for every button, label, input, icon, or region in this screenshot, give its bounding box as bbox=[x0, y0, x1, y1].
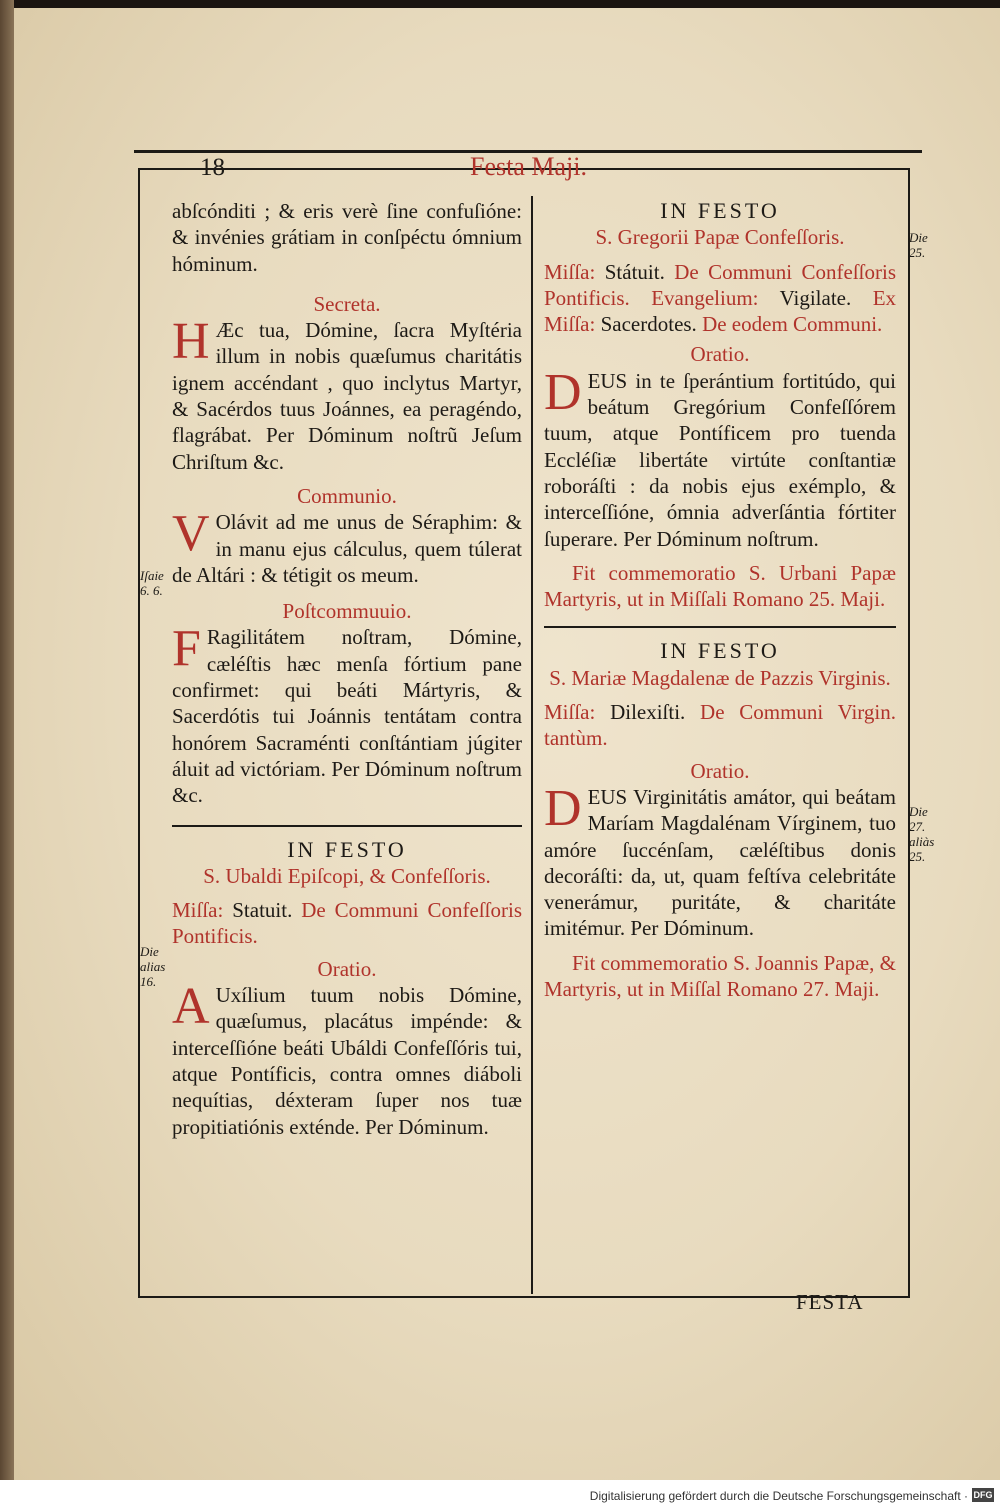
feast-subtitle: S. Gregorii Papæ Confeſſoris. bbox=[595, 225, 845, 250]
drop-initial: H bbox=[172, 313, 210, 371]
left-column bbox=[172, 198, 522, 1140]
feast-title: IN FESTO bbox=[287, 836, 407, 862]
oratio-text: DEUS in te ſperántium fortitúdo, qui beátum Gregórium Confeſſórem tuum, atque Pontíficem pro tuenda Eccléſiæ libertáte virtúte conſtantiæ roboráſti : da nobis ejus exémplo, & interceſſióne, ómnia adverſántia fórtiter ſuperare. Per Dóminum noſtrum. bbox=[544, 363, 896, 551]
postcommunio-text: F Ragilitátem noſtram, Dómine, cæléſtis hæc menſa fórtium pane confirmet: qui beáti Mártyris, & Sacerdótis tui Joánnis tentátam contra honórem Sacraménti conſtántiam júgiter áluit ad victóriam. Per Dóminum noſtrum &c. bbox=[172, 620, 522, 808]
footer-credit: Digitalisierung gefördert durch die Deutsche Forschungsgemeinschaft · bbox=[589, 1489, 968, 1503]
margin-note-isaie: Iſaie 6. 6. bbox=[140, 568, 164, 598]
oratio-text: DEUS Virginitátis amátor, qui beátam Maríam Magdalénam Vírginem, tuo amóre ſuccénſam, cæléſtibus donis decoráſti: da, ut, quam feſtíva celebritáte venerámur, puritáte, & charitáte imitémur. Per Dóminum. bbox=[544, 779, 896, 941]
missa-line: Miſſa: Dilexiſti. De Communi Virgin. tantùm. bbox=[544, 700, 897, 751]
running-title: Festa Maji. bbox=[470, 152, 587, 181]
commemoratio-text: Fit commemoratio S. Urbani Papæ Martyris, ut in Miſſali Romano 25. Maji. bbox=[544, 560, 896, 612]
drop-initial: D bbox=[544, 363, 582, 421]
right-column bbox=[544, 198, 896, 1002]
drop-initial: F bbox=[172, 620, 201, 678]
oratio-text: A Uxílium tuum nobis Dómine, quæſumus, placátus impénde: & interceſſióne beáti Ubáldi Confeſſóris tui, atque Pontíficis, contra omnes diáboli nequítias, déxteram ſuper nos tuæ propitiatiónis exténde. Per Dóminum. bbox=[172, 978, 522, 1139]
feast-title: IN FESTO bbox=[660, 638, 780, 664]
communio-heading: Communio. bbox=[297, 483, 397, 508]
dfg-logo-icon: DFG bbox=[973, 1490, 993, 1500]
digitization-footer bbox=[0, 1480, 1000, 1512]
drop-initial: A bbox=[172, 978, 210, 1036]
margin-note-die-27: Die 27. aliàs 25. bbox=[909, 804, 935, 864]
missa-line: Miſſa: Státuit. De Communi Confeſſoris Pontificis. Evangelium: Vigilate. Ex Miſſa: Sacerdotes. De eodem Communi. bbox=[544, 259, 897, 337]
oratio-heading: Oratio. bbox=[317, 956, 377, 981]
communio-text: V Olávit ad me unus de Séraphim: & in manu ejus cálculus, quem túlerat de Altári : & tétigit os meum. bbox=[172, 505, 522, 587]
drop-initial: V bbox=[172, 505, 210, 563]
section-separator bbox=[544, 626, 896, 628]
oratio-heading: Oratio. bbox=[690, 758, 750, 783]
feast-title: IN FESTO bbox=[660, 198, 780, 223]
margin-note-die-left: Die alias 16. bbox=[140, 944, 166, 989]
margin-note-die-25: Die 25. bbox=[909, 230, 928, 260]
postcommunio-heading: Poſtcommuuio. bbox=[282, 599, 412, 624]
feast-subtitle: S. Mariæ Magdalenæ de Pazzis Virginis. bbox=[549, 665, 891, 690]
drop-initial: D bbox=[544, 779, 582, 837]
section-separator bbox=[172, 825, 522, 827]
column-divider bbox=[531, 196, 533, 1294]
missa-line: Miſſa: Statuit. De Communi Confeſſoris Pontificis. bbox=[172, 898, 522, 949]
feast-subtitle: S. Ubaldi Epiſcopi, & Confeſſoris. bbox=[203, 863, 491, 888]
book-spine bbox=[0, 0, 14, 1480]
commemoratio-text: Fit commemoratio S. Joannis Papæ, & Martyris, ut in Miſſal Romano 27. Maji. bbox=[544, 950, 896, 1002]
secreta-heading: Secreta. bbox=[313, 291, 381, 316]
oratio-heading: Oratio. bbox=[690, 342, 750, 367]
intro-text: abſcónditi ; & eris verè ſine confuſióne: & invénies grátiam in conſpéctu ómnium hóminum. bbox=[172, 199, 522, 276]
page-number: 18 bbox=[200, 154, 225, 181]
catchword: FESTA bbox=[796, 1290, 864, 1314]
book-page bbox=[14, 8, 1000, 1480]
secreta-text: H Æc tua, Dómine, ſacra Myſtéria illum in nobis quæſumus charitátis ignem accéndant , quo inclytus Martyr, & Sacérdos tuus Joánnes, ea peragéndo, flagrábat. Per Dóminum noſtrũ Jeſum Chriſtum &c. bbox=[172, 313, 522, 474]
